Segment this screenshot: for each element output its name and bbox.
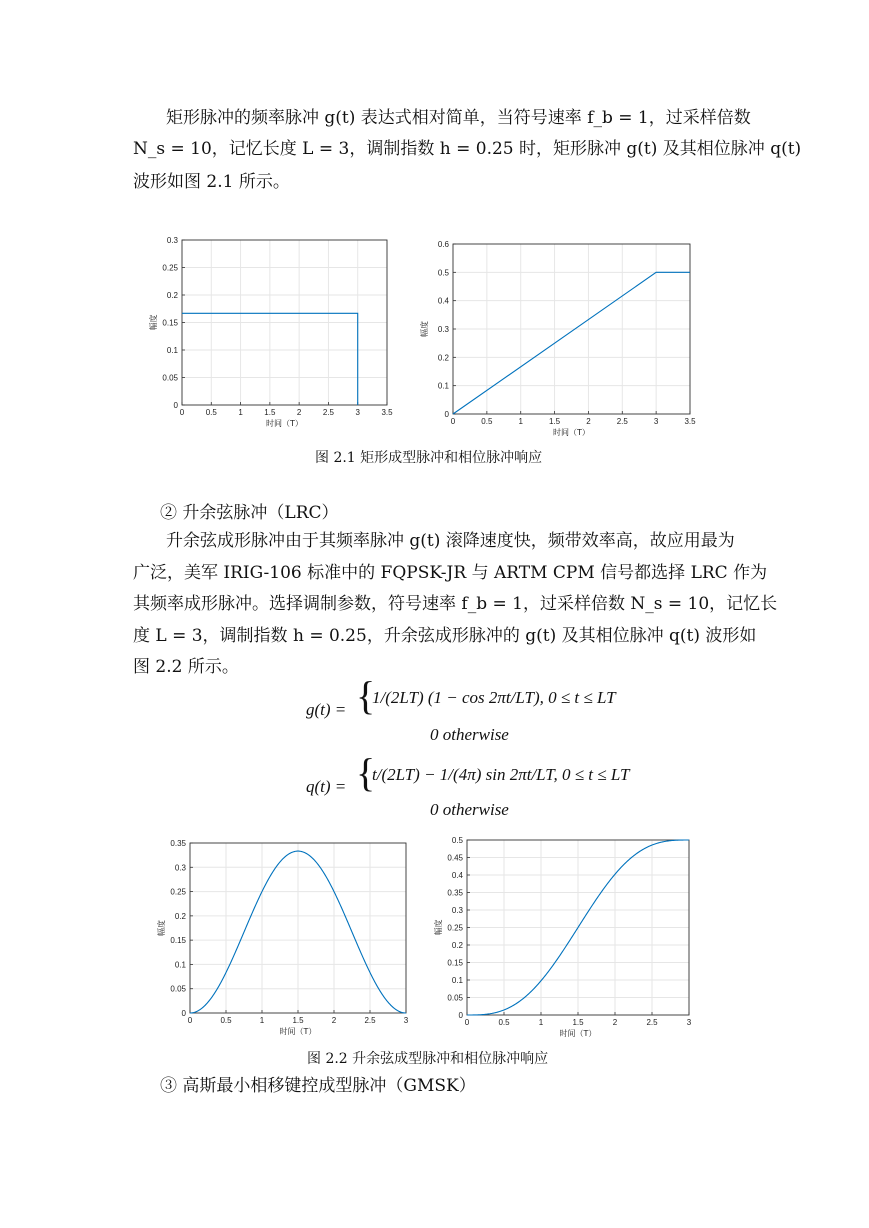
x-tick-label: 2.5 [646, 1018, 658, 1027]
y-tick-label: 0.05 [447, 993, 463, 1003]
x-tick-label: 3 [686, 1018, 692, 1027]
y-tick-label: 0.25 [170, 887, 186, 897]
y-axis-label: 幅度 [149, 314, 158, 331]
y-tick-label: 0.25 [447, 923, 463, 933]
fig21-caption: 图 2.1 矩形成型脉冲和相位脉冲响应 [315, 450, 543, 466]
x-axis-label: 时间（T） [279, 1027, 317, 1036]
y-tick-label: 0 [458, 1011, 463, 1020]
y-tick-label: 0.2 [166, 291, 178, 300]
x-tick-label: 1.5 [264, 408, 276, 417]
p1-line3: 波形如图 2.1 所示。 [133, 172, 290, 192]
eq-g-case2: 0 otherwise [430, 725, 509, 744]
x-tick-label: 2 [586, 417, 591, 426]
x-tick-label: 2 [296, 408, 302, 417]
y-tick-label: 0 [444, 410, 449, 419]
y-tick-label: 0.35 [170, 839, 186, 848]
x-tick-label: 2 [331, 1016, 337, 1025]
p2-line1: 升余弦成形脉冲由于其频率脉冲 g(t) 滚降速度快，频带效率高，故应用最为 [166, 531, 735, 551]
p2-line4: 度 L = 3，调制指数 h = 0.25，升余弦成形脉冲的 g(t) 及其相位脉冲 q(t) 波形如 [133, 626, 757, 646]
y-tick-label: 0.2 [174, 911, 186, 921]
y-tick-label: 0.2 [451, 941, 463, 950]
eq-q-case1: t/(2LT) − 1/(4π) sin 2πt/LT, 0 ≤ t ≤ LT [372, 765, 630, 784]
x-tick-label: 0.5 [205, 408, 217, 417]
y-tick-label: 0.5 [451, 836, 463, 845]
p2-line2: 广泛，美军 IRIG-106 标准中的 FQPSK-JR 与 ARTM CPM 信号都选择 LRC 作为 [133, 563, 768, 583]
y-tick-label: 0.05 [162, 373, 178, 383]
x-tick-label: 0 [187, 1016, 193, 1025]
section3-heading: ③ 高斯最小相移键控成型脉冲（GMSK） [160, 1076, 476, 1096]
y-tick-label: 0.3 [437, 325, 449, 334]
section2-heading: ② 升余弦脉冲（LRC） [160, 503, 339, 523]
y-tick-label: 0.4 [437, 296, 449, 306]
y-axis-label: 幅度 [420, 321, 429, 337]
x-axis-label: 时间（T） [266, 419, 303, 428]
y-tick-label: 0.1 [174, 960, 186, 970]
p1-line2: N_s = 10，记忆长度 L = 3，调制指数 h = 0.25 时，矩形脉冲 g(t) 及其相位脉冲 q(t) [133, 139, 802, 159]
y-tick-label: 0.05 [170, 984, 186, 994]
y-tick-label: 0.25 [162, 263, 178, 273]
y-tick-label: 0.35 [447, 888, 463, 898]
x-tick-label: 3 [355, 408, 360, 417]
fig21a-chart [140, 228, 400, 438]
x-axis-label: 时间（T） [559, 1029, 597, 1038]
y-tick-label: 0.6 [437, 240, 449, 249]
p1-line1: 矩形脉冲的频率脉冲 g(t) 表达式相对简单，当符号速率 f_b = 1，过采样倍数 [166, 108, 751, 128]
x-tick-label: 1 [259, 1016, 265, 1025]
y-tick-label: 0 [173, 401, 178, 410]
x-tick-label: 1.5 [572, 1018, 584, 1027]
y-tick-label: 0.1 [437, 381, 449, 391]
eq-g-lhs: g(t) = [306, 700, 347, 719]
x-tick-label: 2 [612, 1018, 618, 1027]
fig22-caption: 图 2.2 升余弦成型脉冲和相位脉冲响应 [307, 1051, 549, 1067]
eq-g-brace: { [356, 673, 376, 718]
fig22b-chart [432, 832, 702, 1040]
y-tick-label: 0.15 [162, 318, 178, 328]
eq-q-case2: 0 otherwise [430, 800, 509, 819]
y-tick-label: 0.2 [437, 353, 449, 363]
fig22a-chart [157, 835, 420, 1040]
y-tick-label: 0.45 [447, 853, 463, 863]
fig21b-chart [418, 232, 703, 442]
p2-line3: 其频率成形脉冲。选择调制参数，符号速率 f_b = 1，过采样倍数 N_s = 10，记忆长 [133, 594, 778, 614]
x-tick-label: 2.5 [322, 408, 334, 417]
x-tick-label: 1 [238, 408, 243, 417]
x-tick-label: 0.5 [481, 417, 493, 426]
y-tick-label: 0 [181, 1009, 186, 1018]
x-tick-label: 0.5 [220, 1016, 232, 1025]
x-tick-label: 3.5 [684, 417, 696, 426]
y-axis-label: 幅度 [157, 920, 166, 936]
x-tick-label: 0 [464, 1018, 470, 1027]
p2-line5: 图 2.2 所示。 [133, 657, 239, 677]
y-tick-label: 0.15 [447, 958, 463, 968]
y-tick-label: 0.3 [174, 863, 186, 873]
x-tick-label: 0 [450, 417, 456, 426]
x-tick-label: 3 [653, 417, 659, 426]
eq-q-brace: { [356, 750, 376, 795]
x-tick-label: 1 [518, 417, 523, 426]
x-tick-label: 0.5 [498, 1018, 510, 1027]
eq-g-case1: 1/(2LT) (1 − cos 2πt/LT), 0 ≤ t ≤ LT [372, 688, 616, 707]
eq-q-lhs: q(t) = [306, 777, 347, 796]
x-tick-label: 1.5 [292, 1016, 304, 1025]
x-tick-label: 3 [403, 1016, 409, 1025]
x-tick-label: 1 [538, 1018, 544, 1027]
y-tick-label: 0.1 [166, 346, 178, 355]
series-line [453, 272, 690, 414]
y-tick-label: 0.15 [170, 936, 186, 946]
y-tick-label: 0.1 [451, 976, 463, 985]
x-tick-label: 2.5 [616, 417, 628, 426]
y-tick-label: 0.4 [451, 871, 463, 880]
y-tick-label: 0.3 [166, 236, 178, 245]
x-tick-label: 0 [179, 408, 185, 417]
y-tick-label: 0.5 [437, 268, 449, 278]
x-tick-label: 2.5 [364, 1016, 376, 1025]
y-axis-label: 幅度 [434, 919, 443, 936]
x-axis-label: 时间（T） [553, 428, 590, 437]
x-tick-label: 1.5 [549, 417, 561, 426]
y-tick-label: 0.3 [451, 906, 463, 915]
x-tick-label: 3.5 [381, 408, 393, 417]
